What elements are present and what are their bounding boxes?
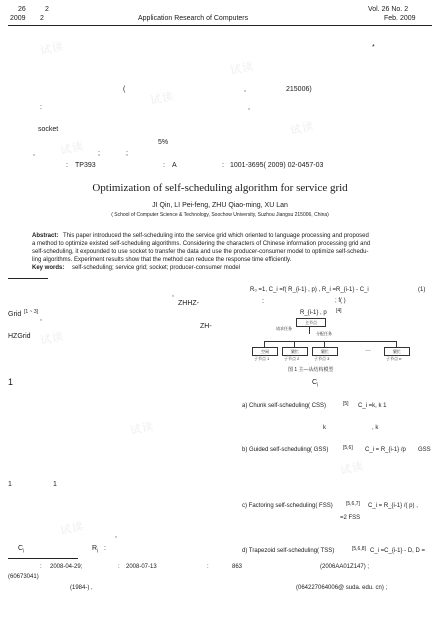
abstract-line: a method to optimize existed self-scheduling algorithms. Considering the characters of Chinese information processing grid and [32, 241, 371, 247]
article-id: 1001-3695( 2009) 02-0457-03 [230, 162, 324, 169]
method-b-formula: C_i = R_{i-1} /p [365, 447, 406, 453]
abstract-colon: : [40, 104, 42, 111]
method-a-label: a) Chunk self-scheduling( CSS) [242, 403, 327, 409]
method-c-formula: C_i = R_{i-1} /( p) , [368, 503, 418, 509]
watermark: 试读 [39, 329, 66, 348]
doc-code-colon: : [163, 162, 165, 169]
busy-state: 繁忙 [282, 347, 308, 356]
revised-label: : [118, 564, 120, 570]
ci-symbol [18, 545, 24, 554]
child-node-label: 子节点 n [386, 356, 402, 361]
equation-number: (1) [418, 287, 426, 293]
assign-task-label: 分配任务 [316, 331, 332, 336]
header-date-en: Feb. 2009 [384, 15, 416, 22]
body-comma: , [115, 532, 117, 539]
section-heading-number: 1 [8, 377, 14, 387]
method-a-formula: C_i =k, k 1 [358, 403, 387, 409]
request-task-label: 请求任务 [276, 326, 292, 331]
ri-colon: : [104, 545, 106, 552]
figure-caption: 图 1 主—从结构模型 [288, 367, 334, 373]
english-authors: JI Qin, LI Pei-feng, ZHU Qiao-ming, XU Lan [152, 202, 288, 209]
header-issue: 2 [45, 6, 49, 13]
percent-value: 5% [158, 139, 169, 146]
watermark: 试读 [59, 519, 86, 538]
ri-letter: R [92, 545, 98, 552]
ci-subscript: i [317, 382, 319, 389]
footnote-rule [8, 558, 78, 559]
keywords-text: self-scheduling; service grid; socket; producer-consumer model [72, 265, 241, 271]
zh-term: ZH- [200, 323, 212, 330]
watermark: 试读 [229, 59, 256, 78]
revised-date: 2008-07-13 [126, 564, 157, 570]
ri-symbol [92, 545, 98, 554]
abstract-comma: , [248, 104, 250, 111]
ci-letter: C [312, 379, 318, 386]
author-email: (064227064006@ suda. edu. cn) ; [296, 585, 388, 591]
watermark: 试读 [149, 89, 176, 108]
fund-label: : [207, 564, 209, 570]
method-d-ref: [5,6,8] [352, 546, 366, 552]
watermark: 试读 [129, 419, 156, 438]
watermark: 试读 [39, 39, 66, 58]
title-footnote-mark: * [372, 44, 375, 51]
grid-citation: [1 ~ 3] [24, 309, 39, 315]
received-label: : [40, 564, 42, 570]
keywords-label: Key words: [32, 265, 65, 271]
child-node-label: 子节点 3 [314, 356, 330, 361]
ri-subscript: i [97, 548, 99, 555]
method-d-formula: C_i =C_{i-1} - D, D = [370, 548, 426, 554]
abstract-line: ling algorithms. Experiment results show that the method can reduce the response time efficiently. [32, 257, 292, 263]
abstract-label: Abstract: [32, 233, 59, 239]
ci-subscript: i [23, 548, 25, 555]
class-number: TP393 [75, 162, 96, 169]
affil-paren: ( [123, 86, 126, 93]
header-year: 2009 [10, 15, 26, 22]
ci-letter: C [18, 545, 24, 552]
bus-line [264, 341, 396, 342]
abstract-separator [8, 278, 48, 279]
zhhz-term: ZHHZ- [178, 300, 199, 307]
author-birth: (1984-) , [70, 585, 93, 591]
kw-semicolon-1: ; [98, 150, 100, 157]
body-comma: , [40, 315, 42, 322]
grid-term: Grid [8, 311, 22, 318]
watermark: 试读 [59, 139, 86, 158]
busy-state: 繁忙 [384, 347, 410, 356]
affil-comma: , [244, 86, 246, 93]
abstract-line: self-scheduling, it expounded to use socket to transfer the data and use the producer-consumer model to optimize self-schedu- [32, 249, 369, 255]
child-node-label: 子节点 1 [254, 356, 270, 361]
affil-postcode: 215006) [286, 86, 312, 93]
trunk-line [309, 326, 310, 334]
method-a-ref: [5] [343, 401, 349, 407]
received-date: 2008-04-29; [50, 564, 83, 570]
eq-colon: : [262, 298, 264, 305]
method-d-label: d) Trapezoid self-scheduling( TSS) [242, 548, 335, 554]
socket-term: socket [38, 126, 59, 133]
method-c-ref: [5,6,7] [346, 501, 360, 507]
ci-symbol [312, 379, 318, 388]
doc-code: A [172, 162, 177, 169]
body-number: 1 [8, 481, 12, 488]
header-rule [8, 25, 432, 26]
body-number: 1 [53, 481, 57, 488]
watermark: 试读 [339, 459, 366, 478]
body-comma: , [172, 291, 174, 298]
method-c-tail: =2 FSS [340, 515, 361, 521]
class-colon: : [66, 162, 68, 169]
child-node-label: 子节点 2 [284, 356, 300, 361]
abstract-line: This paper introduced the self-scheduling into the service grid which oriented to language processing and proposed [63, 233, 369, 239]
method-b-label: b) Guided self-scheduling( GSS) [242, 447, 329, 453]
abstract-comma-2: , [33, 150, 35, 157]
figure-ellipsis: … [365, 347, 371, 353]
hzgrid-term: HZGrid [8, 333, 31, 340]
english-affiliation: ( School of Computer Science & Technology, Soochow University, Suzhou Jiangsu 215006, China) [111, 212, 329, 218]
fund-863: 863 [232, 564, 243, 570]
header-volume: 26 [18, 6, 26, 13]
eq-params: R_{i-1} , p [300, 310, 327, 316]
method-c-label: c) Factoring self-scheduling( FSS) [242, 503, 333, 509]
nsfc-no: (60673041) [8, 574, 39, 580]
idle-state: 空闲 [252, 347, 278, 356]
kw-semicolon-2: ; [126, 150, 128, 157]
method-b-ref: [5,6] [343, 445, 353, 451]
eq-f-function: ; f( ) [335, 298, 346, 304]
header-volume-en: Vol. 26 No. 2 [368, 6, 409, 13]
method-a-k: k [323, 425, 326, 431]
busy-state: 繁忙 [312, 347, 338, 356]
ref-4: [4] [336, 308, 342, 314]
journal-name: Application Research of Computers [138, 15, 249, 22]
equation-1: R₀ =1, C_i =f( R_{i-1} , p) , R_i =R_{i-1} - C_i [250, 287, 369, 293]
article-id-colon: : [222, 162, 224, 169]
watermark: 试读 [289, 119, 316, 138]
method-b-tail: GSS [418, 447, 431, 453]
method-a-k2: , k [372, 425, 379, 431]
english-title: Optimization of self-scheduling algorithm for service grid [92, 182, 348, 194]
header-month: 2 [40, 15, 44, 22]
fund-project-no: (2006AA01Z147) ; [320, 564, 370, 570]
master-node: 主节点 [296, 318, 326, 327]
